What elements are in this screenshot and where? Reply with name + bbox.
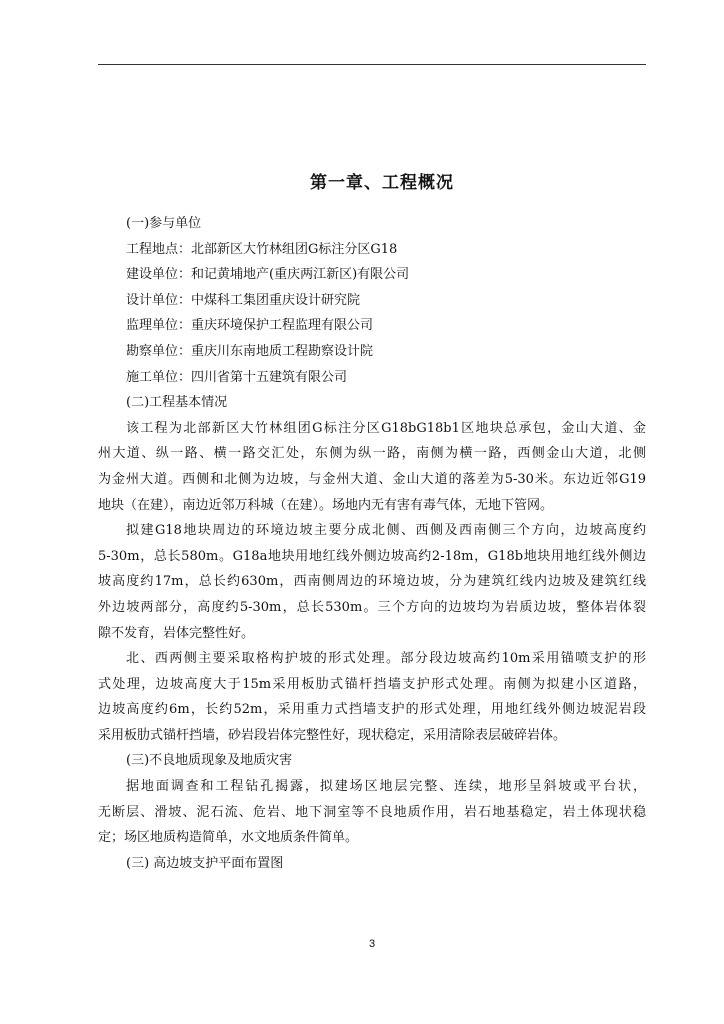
page-number: 3	[368, 938, 376, 950]
text-line: (三) 高边坡支护平面布置图	[126, 855, 284, 871]
header-rule	[98, 64, 646, 65]
text-line: 工程地点：北部新区大竹林组团G标注分区G18	[126, 241, 398, 257]
text-line: 无断层、滑坡、泥石流、危岩、地下洞室等不良地质作用，岩石地基稳定，岩土体现状稳	[98, 804, 646, 820]
text-line: 拟建G18地块周边的环境边坡主要分成北侧、西侧及西南侧三个方向，边坡高度约	[126, 523, 646, 539]
text-line: 定；场区地质构造简单，水文地质条件简单。	[98, 830, 359, 846]
text-line: 据地面调查和工程钻孔揭露，拟建场区地层完整、连续，地形呈斜坡或平台状，	[126, 779, 646, 795]
text-line: 设计单位：中煤科工集团重庆设计研究院	[126, 292, 361, 308]
text-line: 州大道、纵一路、横一路交汇处，东侧为纵一路，南侧为横一路，西侧金山大道，北侧	[98, 446, 646, 462]
text-line: 式处理，边坡高度大于15m采用板肋式锚杆挡墙支护形式处理。南侧为拟建小区道路，	[98, 676, 646, 692]
text-line: 地块（在建），南边近邻万科城（在建）。场地内无有害有毒气体，无地下管网。	[98, 497, 554, 513]
text-line: (二)工程基本情况	[126, 395, 228, 411]
text-line: 坡高度约17m，总长约630m，西南侧周边的环境边坡，分为建筑红线内边坡及建筑红线	[98, 574, 646, 590]
text-line: 外边坡两部分，高度约5-30m，总长530m。三个方向的边坡均为岩质边坡，整体岩体裂	[98, 599, 646, 615]
text-line: 建设单位：和记黄埔地产(重庆两江新区)有限公司	[126, 267, 410, 283]
text-line: 边坡高度约6m，长约52m，采用重力式挡墙支护的形式处理，用地红线外侧边坡泥岩段	[98, 702, 646, 718]
body-text	[98, 211, 646, 876]
text-line: 采用板肋式锚杆挡墙，砂岩段岩体完整性好，现状稳定，采用清除表层破碎岩体。	[98, 727, 567, 743]
text-line: (一)参与单位	[126, 216, 202, 231]
text-line: 北、西两侧主要采取格构护坡的形式处理。部分段边坡高约10m采用锚喷支护的形	[126, 651, 646, 667]
text-line: 为金州大道。西侧和北侧为边坡，与金州大道、金山大道的落差为5-30米。东边近邻G19	[98, 471, 646, 487]
text-line: 勘察单位：重庆川东南地质工程勘察设计院	[126, 343, 374, 359]
text-line: 该工程为北部新区大竹林组团G标注分区G18bG18b1区地块总承包，金山大道、金	[126, 420, 646, 436]
chapter-title: 第一章、工程概况	[310, 173, 454, 193]
text-line: 施工单位：四川省第十五建筑有限公司	[126, 369, 348, 385]
text-line: (三)不良地质现象及地质灾害	[126, 753, 293, 769]
text-line: 隙不发育，岩体完整性好。	[98, 625, 255, 641]
text-line: 5-30m，总长580m。G18a地块用地红线外侧边坡高约2-18m，G18b地块用地红线外侧边	[98, 548, 646, 564]
text-line: 监理单位：重庆环境保护工程监理有限公司	[126, 318, 374, 334]
